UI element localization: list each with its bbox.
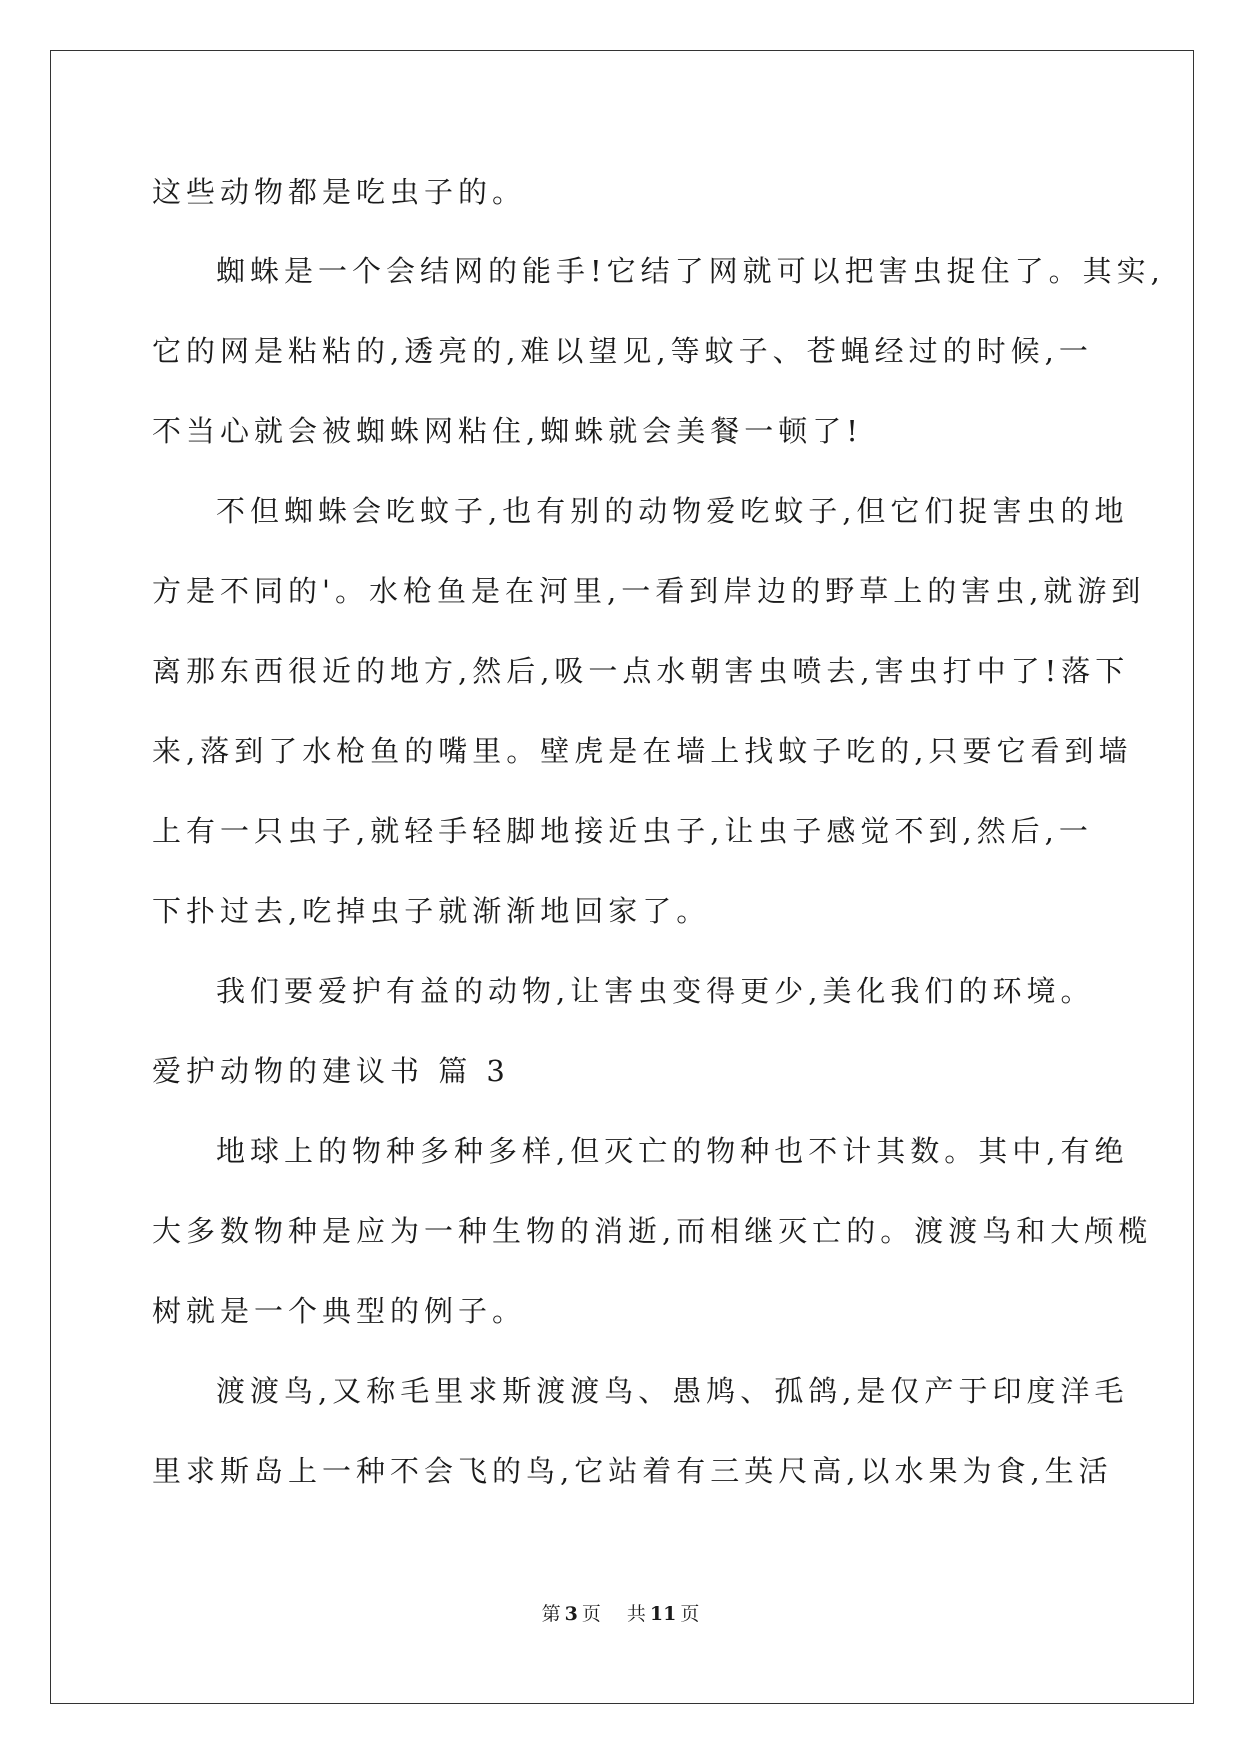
text-line: 蜘蛛是一个会结网的能手!它结了网就可以把害虫捉住了。其实,: [216, 254, 1165, 288]
text-line: 离那东西很近的地方,然后,吸一点水朝害虫喷去,害虫打中了!落下: [152, 654, 1130, 688]
text-line: 来,落到了水枪鱼的嘴里。壁虎是在墙上找蚊子吃的,只要它看到墙: [152, 734, 1133, 768]
current-page-number: 3: [564, 1603, 578, 1625]
text-line: 我们要爱护有益的动物,让害虫变得更少,美化我们的环境。: [216, 974, 1095, 1008]
text-line: 下扑过去,吃掉虫子就渐渐地回家了。: [152, 894, 711, 928]
text-line: 大多数物种是应为一种生物的消逝,而相继灭亡的。渡渡鸟和大颅榄: [152, 1214, 1153, 1248]
text-line: 不当心就会被蜘蛛网粘住,蜘蛛就会美餐一顿了!: [152, 414, 863, 448]
text-line: 方是不同的'。水枪鱼是在河里,一看到岸边的野草上的害虫,就游到: [152, 574, 1146, 608]
text-line: 它的网是粘粘的,透亮的,难以望见,等蚊子、苍蝇经过的时候,一: [152, 334, 1093, 368]
text-line: 不但蜘蛛会吃蚊子,也有别的动物爱吃蚊子,但它们捉害虫的地: [216, 494, 1129, 528]
text-line: 上有一只虫子,就轻手轻脚地接近虫子,让虫子感觉不到,然后,一: [152, 814, 1093, 848]
text-line: 渡渡鸟,又称毛里求斯渡渡鸟、愚鸠、孤鸽,是仅产于印度洋毛: [216, 1374, 1129, 1408]
text-line: 地球上的物种多种多样,但灭亡的物种也不计其数。其中,有绝: [216, 1134, 1129, 1168]
page-footer: [0, 1602, 1241, 1626]
page-prefix: 第: [541, 1603, 561, 1625]
section-heading: 爱护动物的建议书 篇 3: [152, 1054, 510, 1088]
text-line: 树就是一个典型的例子。: [152, 1294, 527, 1328]
text-line: 这些动物都是吃虫子的。: [152, 175, 527, 209]
page-unit: 页: [581, 1603, 601, 1625]
total-prefix: 共: [626, 1603, 646, 1625]
total-page-count: 11: [649, 1603, 677, 1625]
text-line: 里求斯岛上一种不会飞的鸟,它站着有三英尺高,以水果为食,生活: [152, 1454, 1113, 1488]
total-unit: 页: [680, 1603, 700, 1625]
